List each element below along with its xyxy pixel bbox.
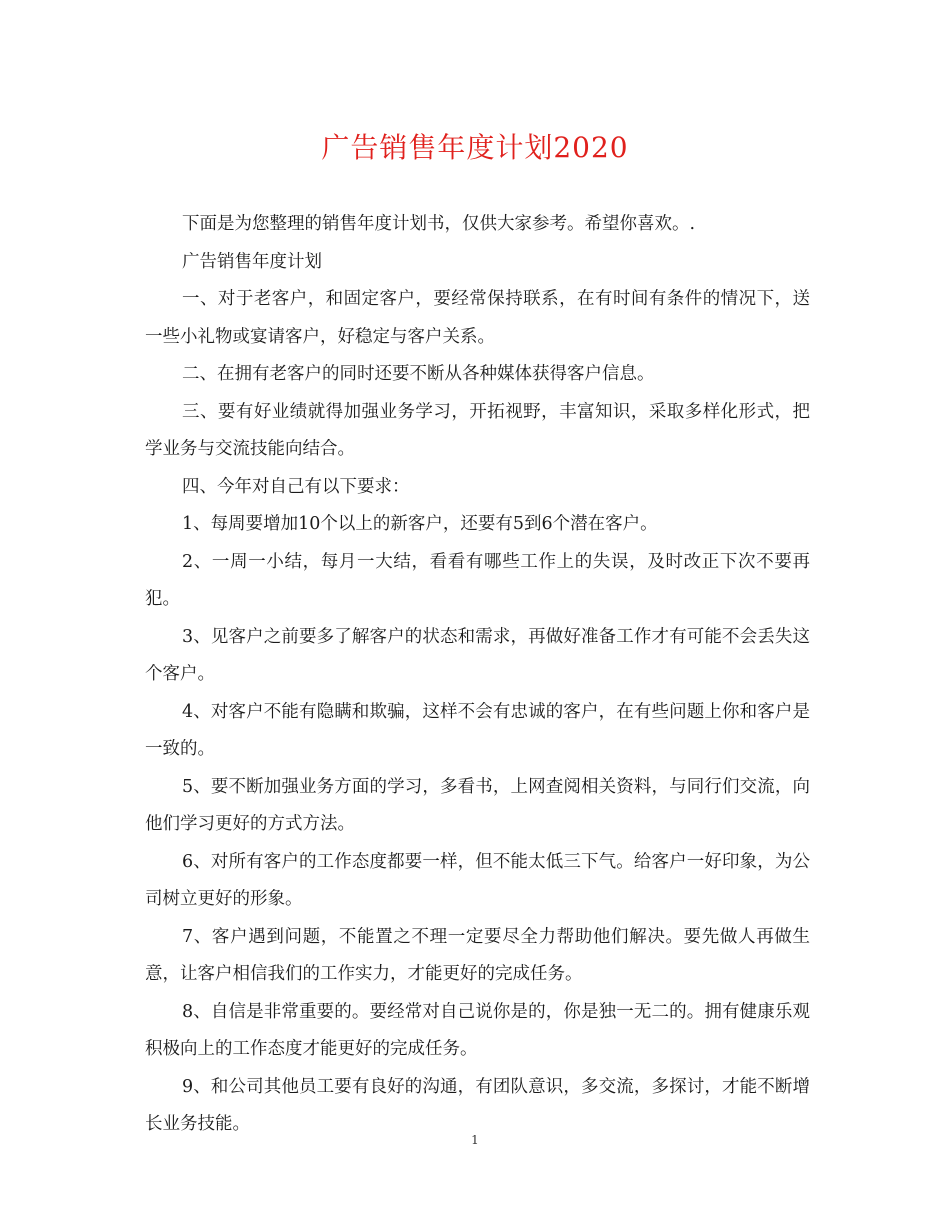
paragraph-section-1: 一、对于老客户，和固定客户，要经常保持联系，在有时间有条件的情况下，送一些小礼物或宴请客户，好稳定与客户关系。 [145, 289, 810, 347]
list-item-5: 5、要不断加强业务方面的学习，多看书，上网查阅相关资料，与同行们交流，向他们学习更好的方式方法。 [145, 776, 810, 834]
document-title: 广告销售年度计划2020 [321, 131, 629, 164]
paragraph-section-4: 四、今年对自己有以下要求： [182, 476, 410, 497]
list-item-8: 8、自信是非常重要的。要经常对自己说你是的，你是独一无二的。拥有健康乐观积极向上的工作态度才能更好的完成任务。 [145, 1001, 810, 1059]
page-number: 1 [471, 1133, 479, 1147]
paragraph-section-2: 二、在拥有老客户的同时还要不断从各种媒体获得客户信息。 [182, 364, 655, 384]
paragraph-section-3: 三、要有好业绩就得加强业务学习，开拓视野，丰富知识，采取多样化形式，把学业务与交流技能向结合。 [145, 401, 810, 459]
list-item-2: 2、一周一小结，每月一大结，看看有哪些工作上的失误，及时改正下次不要再犯。 [145, 551, 810, 609]
list-item-1: 1、每周要增加10个以上的新客户，还要有5到6个潜在客户。 [182, 514, 658, 534]
paragraph-subtitle: 广告销售年度计划 [182, 251, 322, 272]
document-body [145, 206, 810, 1144]
list-item-9: 9、和公司其他员工要有良好的沟通，有团队意识，多交流，多探讨，才能不断增长业务技能。 [145, 1076, 810, 1134]
list-item-3: 3、见客户之前要多了解客户的状态和需求，再做好准备工作才有可能不会丢失这个客户。 [145, 626, 810, 684]
list-item-7: 7、客户遇到问题，不能置之不理一定要尽全力帮助他们解决。要先做人再做生意，让客户相信我们的工作实力，才能更好的完成任务。 [145, 926, 810, 984]
paragraph-intro: 下面是为您整理的销售年度计划书，仅供大家参考。希望你喜欢。. [182, 214, 696, 234]
list-item-4: 4、对客户不能有隐瞒和欺骗，这样不会有忠诚的客户，在有些问题上你和客户是一致的。 [145, 701, 810, 759]
list-item-6: 6、对所有客户的工作态度都要一样，但不能太低三下气。给客户一好印象，为公司树立更好的形象。 [145, 851, 810, 909]
